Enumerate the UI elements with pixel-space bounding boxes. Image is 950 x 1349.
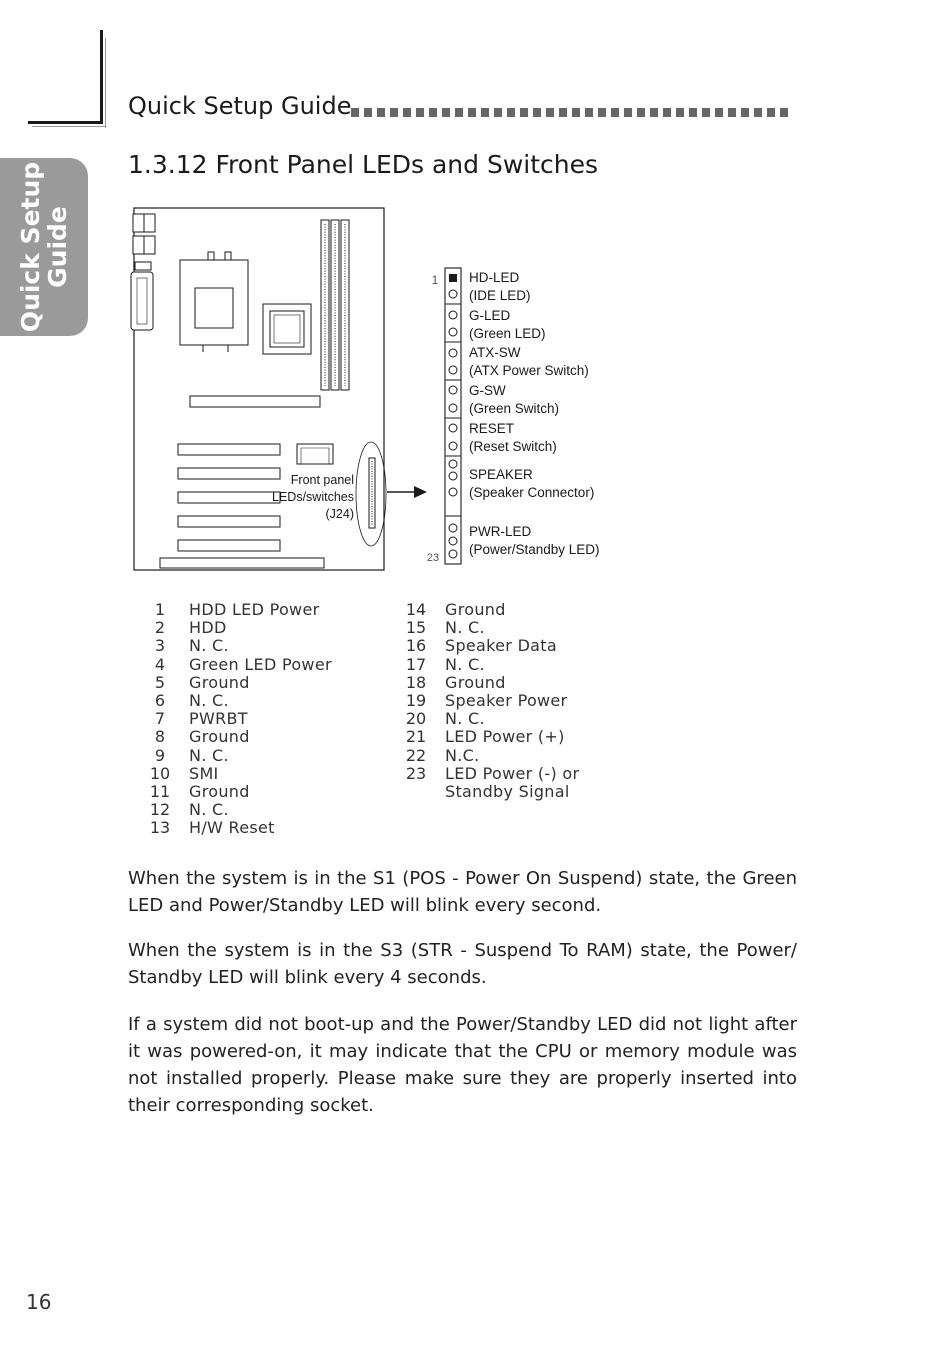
header-dot: [468, 108, 476, 117]
group-description: (Green LED): [469, 326, 546, 341]
header-pin: [449, 524, 457, 532]
pin-row: [141, 765, 332, 783]
header-dot: [780, 108, 788, 117]
pin-row: [141, 710, 332, 728]
header-dot: [520, 108, 528, 117]
header-dot: [741, 108, 749, 117]
pin-label: N. C.: [189, 800, 229, 820]
callout-line-2: LEDs/switches: [272, 490, 354, 504]
pin-number: 22: [405, 745, 427, 765]
pin-number: 4: [154, 654, 166, 674]
paragraph-boot-failure: If a system did not boot-up and the Power/Standby LED did not light after it was powered-on, it may indicate that the CPU or memory module was not installed properly. Please make sure they are properly inserted into their corresponding socket.: [128, 1014, 797, 1116]
pin-label: N.C.: [445, 745, 480, 765]
arrow-icon: [387, 486, 427, 498]
header-pin: [449, 290, 457, 298]
bottom-connector: [160, 558, 324, 568]
pin-row: [141, 601, 332, 619]
pin-row: [397, 619, 579, 637]
pin-number: 3: [154, 636, 166, 656]
header-dot: [364, 108, 372, 117]
header-pin: [449, 460, 457, 468]
header-pin: [449, 386, 457, 394]
pci-slot-3: [178, 492, 280, 503]
header-pin: [449, 537, 457, 545]
pin-number: 12: [149, 800, 171, 820]
pin-number: 18: [405, 672, 427, 692]
pin-row: [141, 747, 332, 765]
side-tab-line-2: Guide: [43, 206, 72, 288]
header-dot: [611, 108, 619, 117]
pin-label: PWRBT: [189, 709, 248, 729]
header-dot: [767, 108, 775, 117]
header-dot: [598, 108, 606, 117]
pin-list-left: [141, 601, 332, 838]
header-pin: [449, 424, 457, 432]
group-name: PWR-LED: [469, 524, 532, 539]
running-header-title: Quick Setup Guide: [128, 92, 352, 120]
pin-number: 17: [405, 654, 427, 674]
pci-slot-2: [178, 468, 280, 479]
pin-number: 10: [149, 763, 171, 783]
pin-number: 5: [154, 672, 166, 692]
side-tab: [0, 158, 88, 336]
pin-row: [141, 692, 332, 710]
header-pin: [449, 404, 457, 412]
group-description: (Speaker Connector): [469, 485, 595, 500]
header-dot: [377, 108, 385, 117]
header-dot-rule: [351, 108, 797, 118]
pin-label: HDD LED Power: [189, 600, 320, 619]
side-tab-line-1: Quick Setup: [16, 161, 45, 333]
pin-number: 13: [149, 818, 171, 838]
header-dot: [754, 108, 762, 117]
pin-number: 16: [405, 636, 427, 656]
callout-line-3: (J24): [325, 507, 354, 521]
pin-label: N. C.: [189, 745, 229, 765]
header-pin: [449, 328, 457, 336]
header-dot: [429, 108, 437, 117]
pin-label: N. C.: [445, 618, 485, 638]
header-dot: [481, 108, 489, 117]
isa-slot: [178, 540, 280, 551]
callout-line-1: Front panel: [290, 473, 354, 487]
pin-label: LED Power (-) or: [445, 763, 580, 783]
header-dot: [572, 108, 580, 117]
header-dot: [663, 108, 671, 117]
header-pin: [449, 349, 457, 357]
pin-number: 23: [405, 763, 427, 783]
pin-label: N. C.: [189, 691, 229, 711]
pin-row: [397, 710, 579, 728]
pin-number: 11: [149, 782, 171, 802]
group-description: (Power/Standby LED): [469, 542, 600, 557]
battery-header: [297, 444, 333, 464]
pin-label: N. C.: [189, 636, 229, 656]
pin-row: [397, 674, 579, 692]
header-pin: [449, 488, 457, 496]
pin-row: [397, 747, 579, 765]
header-dot: [728, 108, 736, 117]
pin-1-square: [449, 274, 457, 282]
pin-number: 2: [154, 618, 166, 638]
pin-label: Speaker Data: [445, 636, 557, 656]
pin-last-label: 23: [426, 552, 440, 564]
pin-label: LED Power (+): [445, 727, 565, 747]
pin-row: [141, 656, 332, 674]
side-tab-label: [17, 162, 71, 332]
io-port-bracket: [135, 262, 151, 270]
header-pin: [449, 550, 457, 558]
header-dot: [715, 108, 723, 117]
pin-number: 1: [154, 600, 166, 619]
pin-row: [141, 819, 332, 837]
header-pin: [449, 311, 457, 319]
pin-number: 15: [405, 618, 427, 638]
header-dot: [585, 108, 593, 117]
header-dot: [650, 108, 658, 117]
pin-label: SMI: [189, 763, 219, 783]
pin-list-right: [397, 601, 579, 801]
paragraph-s3-state: When the system is in the S3 (STR - Suspend To RAM) state, the Power/ Standby LED will blink every 4 seconds.: [128, 940, 797, 988]
header-dot: [676, 108, 684, 117]
pin-label: HDD: [189, 618, 227, 638]
group-name: ATX-SW: [469, 345, 521, 360]
front-panel-diagram: [125, 200, 625, 580]
pin-label: N. C.: [445, 709, 485, 729]
pin-number: 19: [405, 691, 427, 711]
group-description: (ATX Power Switch): [469, 363, 589, 378]
pin-label: Ground: [189, 782, 250, 802]
pin-label: Ground: [189, 672, 250, 692]
pin-row: [141, 674, 332, 692]
group-description: (Reset Switch): [469, 439, 557, 454]
header-dot: [455, 108, 463, 117]
pin-number: 9: [154, 745, 166, 765]
agp-slot: [190, 396, 320, 407]
group-name: HD-LED: [469, 270, 520, 285]
pin-row: [397, 728, 579, 746]
pin-label: Ground: [445, 672, 506, 692]
header-dot: [689, 108, 697, 117]
header-pin: [449, 472, 457, 480]
group-labels: [469, 270, 600, 557]
pin-row: [397, 783, 579, 801]
parallel-port: [131, 272, 153, 330]
group-description: (IDE LED): [469, 288, 531, 303]
group-name: SPEAKER: [469, 467, 533, 482]
pin-label: Speaker Power: [445, 691, 568, 711]
pin-label: H/W Reset: [189, 818, 275, 838]
pin-row: [397, 765, 579, 783]
pin-label: Green LED Power: [189, 654, 332, 674]
pin-row: [397, 601, 579, 619]
pci-slot-4: [178, 516, 280, 527]
corner-crop-mark: [28, 30, 104, 124]
header-dot: [416, 108, 424, 117]
group-name: G-LED: [469, 308, 511, 323]
pin-number: 8: [154, 727, 166, 747]
dimm-slots: [321, 220, 349, 390]
pin-first-label: 1: [431, 273, 439, 287]
header-dot: [637, 108, 645, 117]
header-dot: [507, 108, 515, 117]
pin-number: 20: [405, 709, 427, 729]
cpu-socket: [180, 260, 248, 345]
pin-label: Standby Signal: [445, 782, 570, 802]
section-title: 1.3.12 Front Panel LEDs and Switches: [128, 150, 599, 179]
group-description: (Green Switch): [469, 401, 560, 416]
pin-number: [397, 783, 435, 801]
header-dot: [403, 108, 411, 117]
group-name: G-SW: [469, 383, 506, 398]
pin-label: N. C.: [445, 654, 485, 674]
page-number: 16: [26, 1290, 52, 1314]
pin-row: [141, 637, 332, 655]
pin-row: [141, 801, 332, 819]
pin-row: [397, 637, 579, 655]
header-dot: [494, 108, 502, 117]
pin-row: [397, 656, 579, 674]
pci-slot-1: [178, 444, 280, 455]
header-dot: [559, 108, 567, 117]
pin-row: [397, 692, 579, 710]
paragraph-s1-state: When the system is in the S1 (POS - Power On Suspend) state, the Green LED and Power/Standby LED will blink every second.: [128, 868, 797, 916]
header-dot: [351, 108, 359, 117]
pin-number: 6: [154, 691, 166, 711]
group-name: RESET: [469, 421, 515, 436]
header-dot: [533, 108, 541, 117]
pin-row: [141, 619, 332, 637]
pin-number: 14: [405, 600, 427, 619]
header-pin: [449, 442, 457, 450]
pin-number: 7: [154, 709, 166, 729]
pin-row: [141, 728, 332, 746]
header-dot: [702, 108, 710, 117]
header-dot: [442, 108, 450, 117]
pin-label: Ground: [445, 600, 506, 619]
header-dot: [624, 108, 632, 117]
pin-number: 21: [405, 727, 427, 747]
pin-row: [141, 783, 332, 801]
pin-label: Ground: [189, 727, 250, 747]
header-dot: [546, 108, 554, 117]
header-dot: [390, 108, 398, 117]
header-pin: [449, 366, 457, 374]
